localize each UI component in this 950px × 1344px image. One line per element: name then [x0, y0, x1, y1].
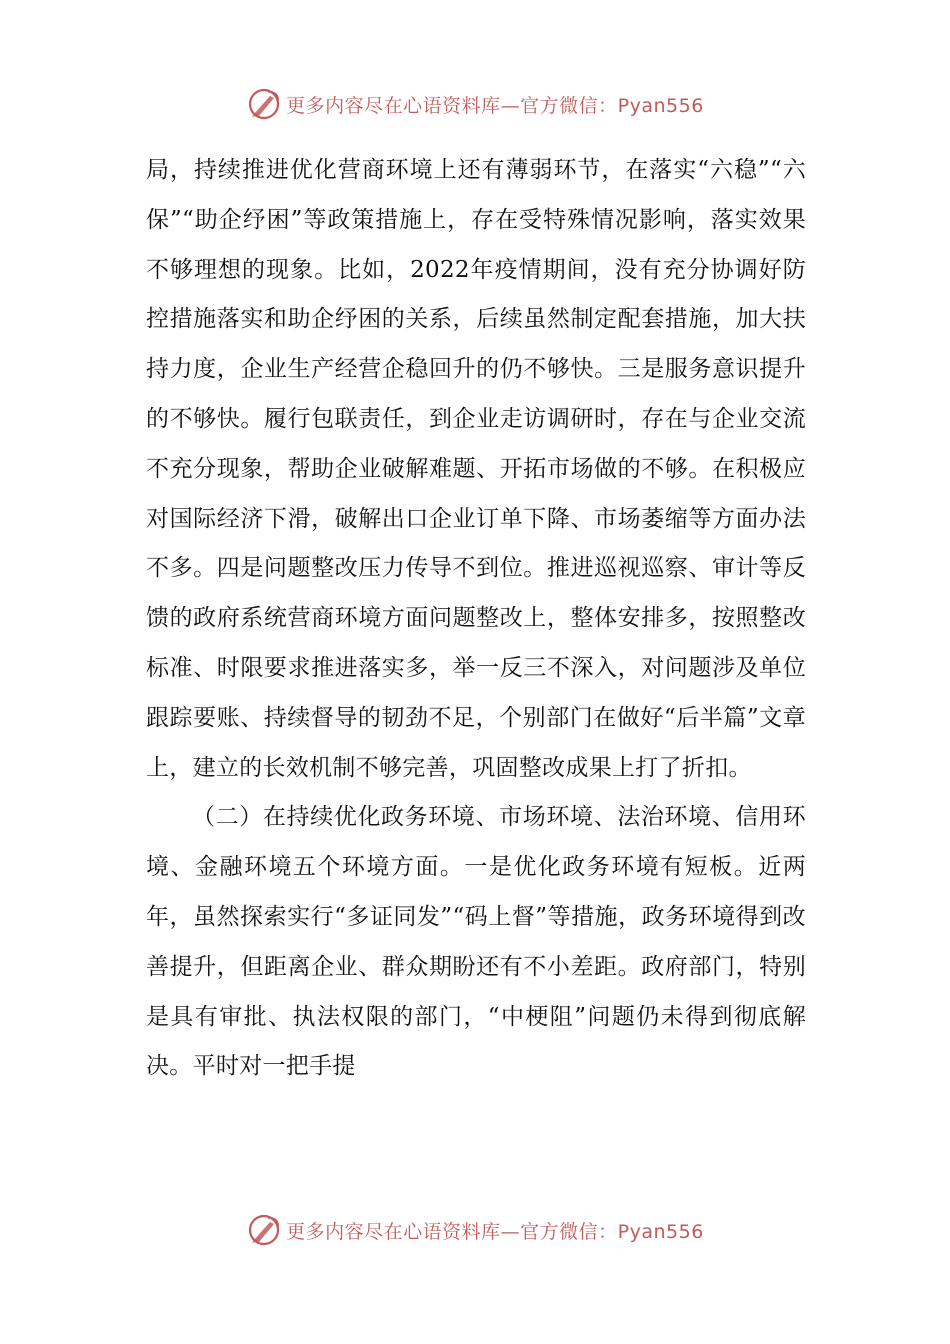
document-body: [146, 146, 806, 1092]
watermark-text: 更多内容尽在心语资料库—官方微信：Pyan556: [286, 1220, 704, 1243]
header-watermark: [0, 84, 950, 124]
pen-logo-icon: [246, 1212, 282, 1248]
footer-watermark: [0, 1210, 950, 1250]
pen-logo-icon: [246, 86, 282, 122]
paragraph-1: 局，持续推进优化营商环境上还有薄弱环节，在落实“六稳”“六保”“助企纾困”等政策措施上，存在受特殊情况影响，落实效果不够理想的现象。比如，2022年疫情期间，没有充分协调好防控措施落实和助企纾困的关系，后续虽然制定配套措施，加大扶持力度，企业生产经营企稳回升的仍不够快。三是服务意识提升的不够快。履行包联责任，到企业走访调研时，存在与企业交流不充分现象，帮助企业破解难题、开拓市场做的不够。在积极应对国际经济下滑，破解出口企业订单下降、市场萎缩等方面办法不多。四是问题整改压力传导不到位。推进巡视巡察、审计等反馈的政府系统营商环境方面问题整改上，整体安排多，按照整改标准、时限要求推进落实多，举一反三不深入，对问题涉及单位跟踪要账、持续督导的韧劲不足，个别部门在做好“后半篇”文章上，建立的长效机制不够完善，巩固整改成果上打了折扣。: [146, 157, 806, 781]
watermark-text: 更多内容尽在心语资料库—官方微信：Pyan556: [286, 94, 704, 117]
paragraph-2: （二）在持续优化政务环境、市场环境、法治环境、信用环境、金融环境五个环境方面。一是优化政务环境有短板。近两年，虽然探索实行“多证同发”“码上督”等措施，政务环境得到改善提升，但距离企业、群众期盼还有不小差距。政府部门，特别是具有审批、执法权限的部门，“中梗阻”问题仍未得到彻底解决。平时对一把手提: [146, 804, 806, 1080]
